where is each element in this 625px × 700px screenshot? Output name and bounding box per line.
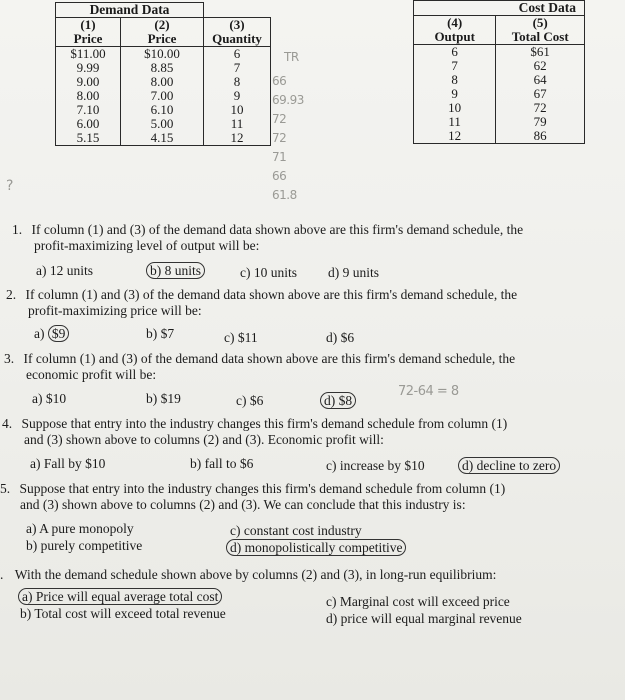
- q1-option-a[interactable]: a) 12 units: [36, 263, 93, 278]
- question-4: 4. Suppose that entry into the industry changes this firm's demand schedule from column (1) and (3) shown above to columns (2) and (3). Economic profit will:: [2, 416, 508, 447]
- q3-option-d[interactable]: d) $8: [320, 393, 356, 409]
- q6-option-a[interactable]: a) Price will equal average total cost: [18, 589, 222, 605]
- demand-data-table: [55, 2, 271, 146]
- col5-header: (5) Total Cost: [496, 16, 585, 45]
- q4-option-d[interactable]: d) decline to zero: [458, 458, 560, 474]
- question-3: 3. If column (1) and (3) of the demand data shown above are this firm's demand schedule, the economic profit will be:: [4, 351, 516, 382]
- q5-option-b[interactable]: b) purely competitive: [26, 538, 143, 553]
- q2-option-d[interactable]: d) $6: [326, 330, 355, 345]
- question-2: 2. If column (1) and (3) of the demand data shown above are this firm's demand schedule, the profit-maximizing price will be:: [6, 287, 518, 318]
- q4-option-a[interactable]: a) Fall by $10: [30, 456, 106, 471]
- handwritten-calc: 72-64 = 8: [398, 384, 459, 399]
- question-1: 1. If column (1) and (3) of the demand data shown above are this firm's demand schedule, the profit-maximizing level of output will be:: [12, 222, 524, 253]
- question-6: . With the demand schedule shown above by columns (2) and (3), in long-run equilibrium:: [0, 567, 497, 582]
- tr-handwritten-values: 66 69.93 72 72 71 66 61.8: [272, 74, 304, 202]
- col1-header: (1) Price: [56, 18, 121, 47]
- col4-header: (4) Output: [414, 16, 496, 45]
- q2-option-c[interactable]: c) $11: [224, 330, 258, 345]
- q5-option-c[interactable]: c) constant cost industry: [230, 523, 362, 538]
- q3-option-a[interactable]: a) $10: [32, 391, 67, 406]
- q5-option-d[interactable]: d) monopolistically competitive: [226, 540, 406, 556]
- q6-option-c[interactable]: c) Marginal cost will exceed price: [326, 594, 510, 609]
- q3-option-c[interactable]: c) $6: [236, 393, 264, 408]
- col2-header: (2) Price: [121, 18, 204, 47]
- q4-option-c[interactable]: c) increase by $10: [326, 458, 425, 473]
- q6-option-d[interactable]: d) price will equal marginal revenue: [326, 611, 522, 626]
- quantity-cells: 6 7 8 9 10 11 12: [204, 47, 271, 146]
- q5-option-a[interactable]: a) A pure monopoly: [26, 521, 134, 536]
- price1-cells: $11.00 9.99 9.00 8.00 7.10 6.00 5.15: [56, 47, 121, 146]
- q6-option-b[interactable]: b) Total cost will exceed total revenue: [20, 606, 226, 621]
- output-cells: 6 7 8 9 10 11 12: [414, 45, 496, 144]
- tr-handwritten-header: TR: [284, 50, 299, 64]
- q1-option-b[interactable]: b) 8 units: [146, 263, 205, 279]
- demand-title: Demand Data: [56, 3, 204, 18]
- cost-title: Cost Data: [414, 1, 585, 16]
- q4-option-b[interactable]: b) fall to $6: [190, 456, 254, 471]
- total-cost-cells: $61 62 64 67 72 79 86: [496, 45, 585, 144]
- q3-option-b[interactable]: b) $19: [146, 391, 181, 406]
- q2-option-b[interactable]: b) $7: [146, 326, 175, 341]
- question-5: 5. Suppose that entry into the industry changes this firm's demand schedule from column (1) and (3) shown above to columns (2) and (3). We can conclude that this industry is:: [0, 481, 506, 512]
- col3-header: (3) Quantity: [204, 18, 271, 47]
- q1-option-c[interactable]: c) 10 units: [240, 265, 297, 280]
- price2-cells: $10.00 8.85 8.00 7.00 6.10 5.00 4.15: [121, 47, 204, 146]
- cost-data-table: [413, 0, 585, 144]
- q1-option-d[interactable]: d) 9 units: [328, 265, 380, 280]
- q2-option-a[interactable]: a) $9: [34, 326, 69, 342]
- margin-mark: ?: [6, 178, 13, 194]
